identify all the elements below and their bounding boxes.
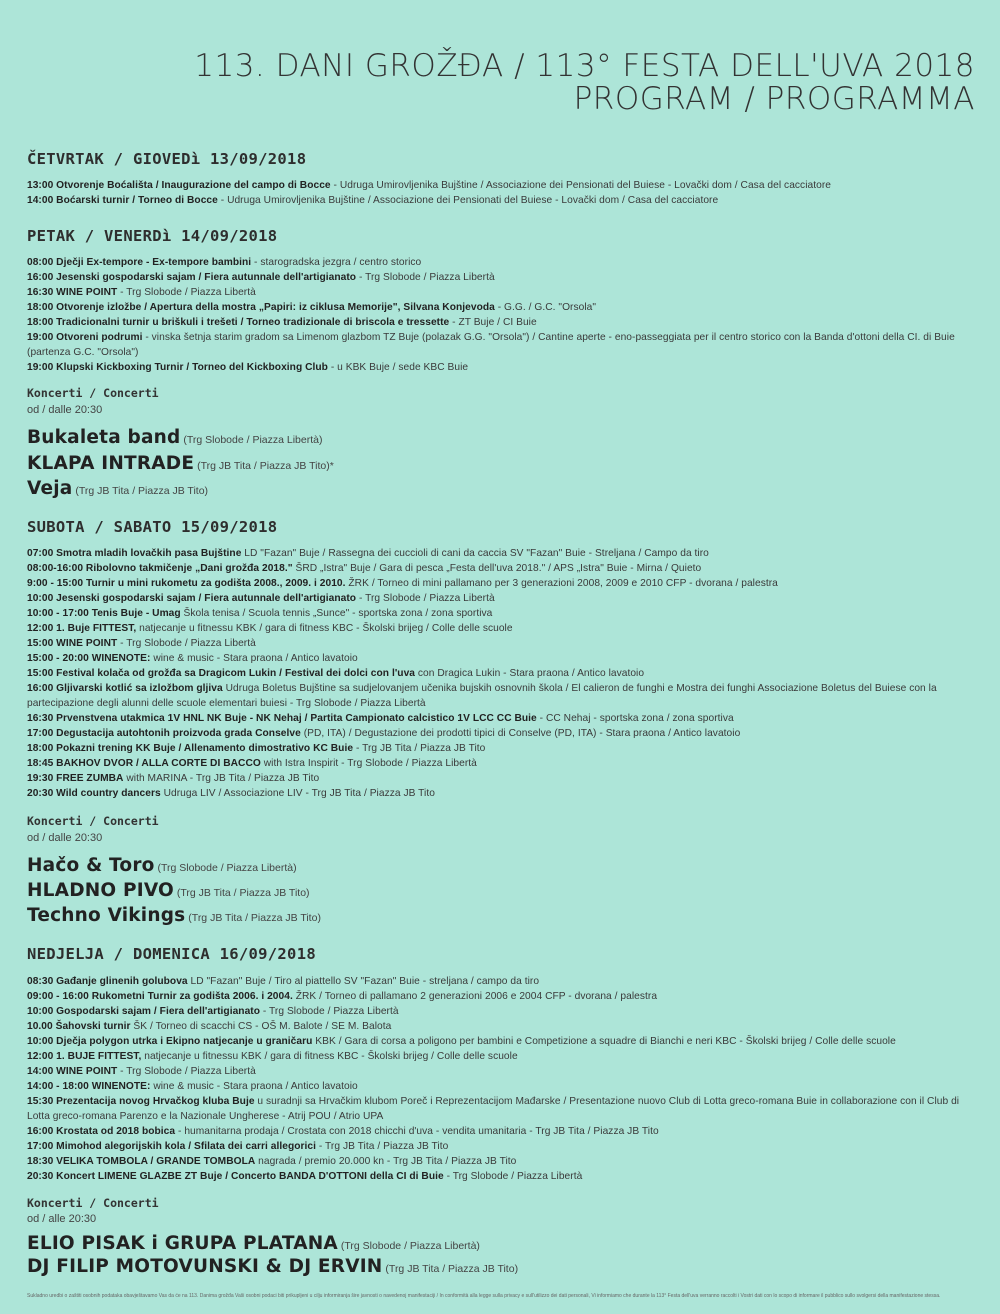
event-item: 10:00 Dječja polygon utrka i Ekipno natjecanje u graničaru KBK / Gara di corsa a poligono per bambini e Competizione a squadre di Bianchi e neri KBC - Školski brijeg / Colle delle scuole	[27, 1036, 896, 1047]
day-heading-thursday: ČETVRTAK / GIOVEDì 13/09/2018	[27, 150, 307, 168]
event-item: 13:00 Otvorenje Boćališta / Inaugurazione del campo di Bocce - Udruga Umirovljenika Bujštine / Associazione dei Pensionati del Buiese - Lovački dom / Casa del cacciatore	[27, 180, 831, 191]
event-item: 10:00 Jesenski gospodarski sajam / Fiera autunnale dell'artigianato - Trg Slobode / Piazza Libertà	[27, 593, 495, 604]
event-item: 17:00 Degustacija autohtonih proizvoda grada Conselve (PD, ITA) / Degustazione dei prodotti tipici di Conselve (PD, ITA) - Stara praona / Antico lavatoio	[27, 728, 741, 739]
event-item: 10:00 - 17:00 Tenis Buje - Umag Škola tenisa / Scuola tennis „Sunce" - sportska zona / zona sportiva	[27, 608, 493, 619]
event-item: 15:00 WINE POINT - Trg Slobode / Piazza Libertà	[27, 638, 256, 649]
concerts-heading: Koncerti / Concerti	[27, 814, 159, 828]
title-line-1: 113. DANI GROŽĐA / 113° FESTA DELL'UVA 2018	[194, 48, 975, 84]
day-heading-saturday: SUBOTA / SABATO 15/09/2018	[27, 518, 278, 536]
events-thursday	[27, 178, 967, 208]
event-item: 09:00 - 16:00 Rukometni Turnir za godišta 2006. i 2004. ŽRK / Torneo di pallamano 2 generazioni 2006 e 2004 CFP - dvorana / palestra	[27, 991, 658, 1002]
concert-band: Veja (Trg JB Tita / Piazza JB Tito)	[27, 478, 209, 499]
event-item: 16:30 WINE POINT - Trg Slobode / Piazza Libertà	[27, 287, 256, 298]
title-line-2: PROGRAM / PROGRAMMA	[573, 81, 975, 117]
concert-band: Hačo & Toro (Trg Slobode / Piazza Libertà)	[27, 855, 297, 876]
event-item: 16:00 Gljivarski kotlić sa izložbom gljiva Udruga Boletus Bujštine sa sudjelovanjem učenika bujskih osnovnih škola / El calieron de funghi e Mostra dei funghi Associazione Boletus del Buiese con la partecipazione degli alunni delle scuole elementari buiesi - Trg Slobode / Piazza Libertà	[27, 683, 937, 709]
event-item: 20:30 Koncert LIMENE GLAZBE ZT Buje / Concerto BANDA D'OTTONI della CI di Buie - Trg Slobode / Piazza Libertà	[27, 1171, 583, 1182]
event-item: 18:00 Otvorenje izložbe / Apertura della mostra „Papiri: iz ciklusa Memorije", Silvana Konjevoda - G.G. / G.C. "Orsola"	[27, 302, 597, 313]
event-item: 16:00 Jesenski gospodarski sajam / Fiera autunnale dell'artigianato - Trg Slobode / Piazza Libertà	[27, 272, 495, 283]
concerts-heading: Koncerti / Concerti	[27, 386, 159, 400]
program-page	[27, 0, 975, 1314]
event-item: 12:00 1. BUJE FITTEST, natjecanje u fitnessu KBK / gara di fitness KBC - Školski brijeg / Colle delle scuole	[27, 1051, 518, 1062]
event-item: 07:00 Smotra mladih lovačkih pasa Bujštine LD "Fazan" Buje / Rassegna dei cuccioli di cani da caccia SV "Fazan" Buie - Streljana / Campo da tiro	[27, 548, 709, 559]
event-item: 14:00 - 18:00 WINENOTE: wine & music - Stara praona / Antico lavatoio	[27, 1081, 358, 1092]
event-item: 20:30 Wild country dancers Udruga LIV / Associazione LIV - Trg JB Tita / Piazza JB Tito	[27, 788, 435, 799]
concert-band: Techno Vikings (Trg JB Tita / Piazza JB Tito)	[27, 905, 321, 926]
event-item: 15:30 Prezentacija novog Hrvačkog kluba Buje u suradnji sa Hrvačkim klubom Poreč i Reprezentacijom Mađarske / Presentazione nuovo Club di Lotta greco-romana Buie in collaborazione con il Club di Lotta greco-romana Parenzo e la Nazionale Ungherese - Atrij POU / Atrio UPA	[27, 1096, 960, 1122]
events-saturday	[27, 546, 967, 801]
concert-band: ELIO PISAK i GRUPA PLATANA (Trg Slobode / Piazza Libertà)	[27, 1233, 480, 1254]
privacy-footer: Sukladno uredbi o zaštiti osobnih podataka obavještavamo Vas da će na 113. Danima grožđa Vaši osobni podaci biti prikupljeni u cilju informiranja šire javnosti o navedenoj manifestaciji / In conformità alla legge sulla privacy e sull'utilizzo dei dati personali, Vi informiamo che durante la 113° Festa dell'uva verranno raccolti i Vostri dati con lo scopo di informare il pubblico sullo svolgersi della manifestazione stessa.	[27, 1293, 941, 1299]
event-item: 18:45 BAKHOV DVOR / ALLA CORTE DI BACCO with Istra Inspirit - Trg Slobode / Piazza Libertà	[27, 758, 477, 769]
event-item: 10:00 Gospodarski sajam / Fiera dell'artigianato - Trg Slobode / Piazza Libertà	[27, 1006, 399, 1017]
event-item: 15:00 - 20:00 WINENOTE: wine & music - Stara praona / Antico lavatoio	[27, 653, 358, 664]
event-item: 12:00 1. Buje FITTEST, natjecanje u fitnessu KBK / gara di fitness KBC - Školski brijeg / Colle delle scuole	[27, 623, 513, 634]
program-title	[194, 50, 975, 116]
event-item: 18:00 Tradicionalni turnir u briškuli i trešeti / Torneo tradizionale di briscola e tressette - ZT Buje / CI Buie	[27, 317, 537, 328]
event-item: 19:30 FREE ZUMBA with MARINA - Trg JB Tita / Piazza JB Tito	[27, 773, 320, 784]
concert-band: Bukaleta band (Trg Slobode / Piazza Libertà)	[27, 427, 323, 448]
concerts-time: od / dalle 20:30	[27, 832, 103, 844]
event-item: 16:30 Prvenstvena utakmica 1V HNL NK Buje - NK Nehaj / Partita Campionato calcistico 1V LCC CC Buie - CC Nehaj - sportska zona / zona sportiva	[27, 713, 734, 724]
event-item: 14:00 Boćarski turnir / Torneo di Bocce - Udruga Umirovljenika Bujštine / Associazione dei Pensionati del Buiese - Lovački dom / Casa del cacciatore	[27, 195, 719, 206]
event-item: 15:00 Festival kolača od grožđa sa Dragicom Lukin / Festival dei dolci con l'uva con Dragica Lukin - Stara praona / Antico lavatoio	[27, 668, 645, 679]
event-item: 08:00-16:00 Ribolovno takmičenje „Dani grožđa 2018." ŠRD „Istra" Buje / Gara di pesca „Festa dell'uva 2018." / APS „Istra" Buie - Mirna / Quieto	[27, 563, 702, 574]
event-item: 19:00 Klupski Kickboxing Turnir / Torneo del Kickboxing Club - u KBK Buje / sede KBC Buie	[27, 362, 469, 373]
event-item: 16:00 Krostata od 2018 bobica - humanitarna prodaja / Crostata con 2018 chicchi d'uva - vendita umanitaria - Trg JB Tita / Piazza JB Tito	[27, 1126, 659, 1137]
event-item: 14:00 WINE POINT - Trg Slobode / Piazza Libertà	[27, 1066, 256, 1077]
event-item: 17:00 Mimohod alegorijskih kola / Sfilata dei carri allegorici - Trg JB Tita / Piazza JB Tito	[27, 1141, 449, 1152]
event-item: 18:30 VELIKA TOMBOLA / GRANDE TOMBOLA nagrada / premio 20.000 kn - Trg JB Tita / Piazza JB Tito	[27, 1156, 517, 1167]
day-heading-friday: PETAK / VENERDì 14/09/2018	[27, 227, 278, 245]
event-item: 10.00 Šahovski turnir ŠK / Torneo di scacchi CS - OŠ M. Balote / SE M. Balota	[27, 1021, 392, 1032]
event-item: 08:00 Dječji Ex-tempore - Ex-tempore bambini - starogradska jezgra / centro storico	[27, 257, 422, 268]
concert-band: KLAPA INTRADE (Trg JB Tita / Piazza JB Tito)*	[27, 453, 334, 474]
event-item: 18:00 Pokazni trening KK Buje / Allenamento dimostrativo KC Buie - Trg JB Tita / Piazza JB Tito	[27, 743, 486, 754]
day-heading-sunday: NEDJELJA / DOMENICA 16/09/2018	[27, 945, 316, 963]
events-sunday	[27, 974, 967, 1184]
event-item: 9:00 - 15:00 Turnir u mini rukometu za godišta 2008., 2009. i 2010. ŽRK / Torneo di mini pallamano per 3 generazioni 2008, 2009 e 2010 CFP - dvorana / palestra	[27, 578, 778, 589]
concerts-time: od / alle 20:30	[27, 1213, 97, 1225]
event-item: 19:00 Otvoreni podrumi - vinska šetnja starim gradom sa Limenom glazbom TZ Buje (polazak G.G. "Orsola") / Cantine aperte - eno-passeggiata per il centro storico con la Banda d'ottoni della CI. di Buie (partenza G.C. "Orsola")	[27, 332, 955, 358]
events-friday	[27, 255, 967, 375]
concert-band: DJ FILIP MOTOVUNSKI & DJ ERVIN (Trg JB Tita / Piazza JB Tito)	[27, 1256, 519, 1277]
concert-band: HLADNO PIVO (Trg JB Tita / Piazza JB Tito)	[27, 880, 310, 901]
concerts-time: od / dalle 20:30	[27, 404, 103, 416]
concerts-heading: Koncerti / Concerti	[27, 1196, 159, 1210]
event-item: 08:30 Gađanje glinenih golubova LD "Fazan" Buje / Tiro al piattello SV "Fazan" Buie - streljana / campo da tiro	[27, 976, 540, 987]
